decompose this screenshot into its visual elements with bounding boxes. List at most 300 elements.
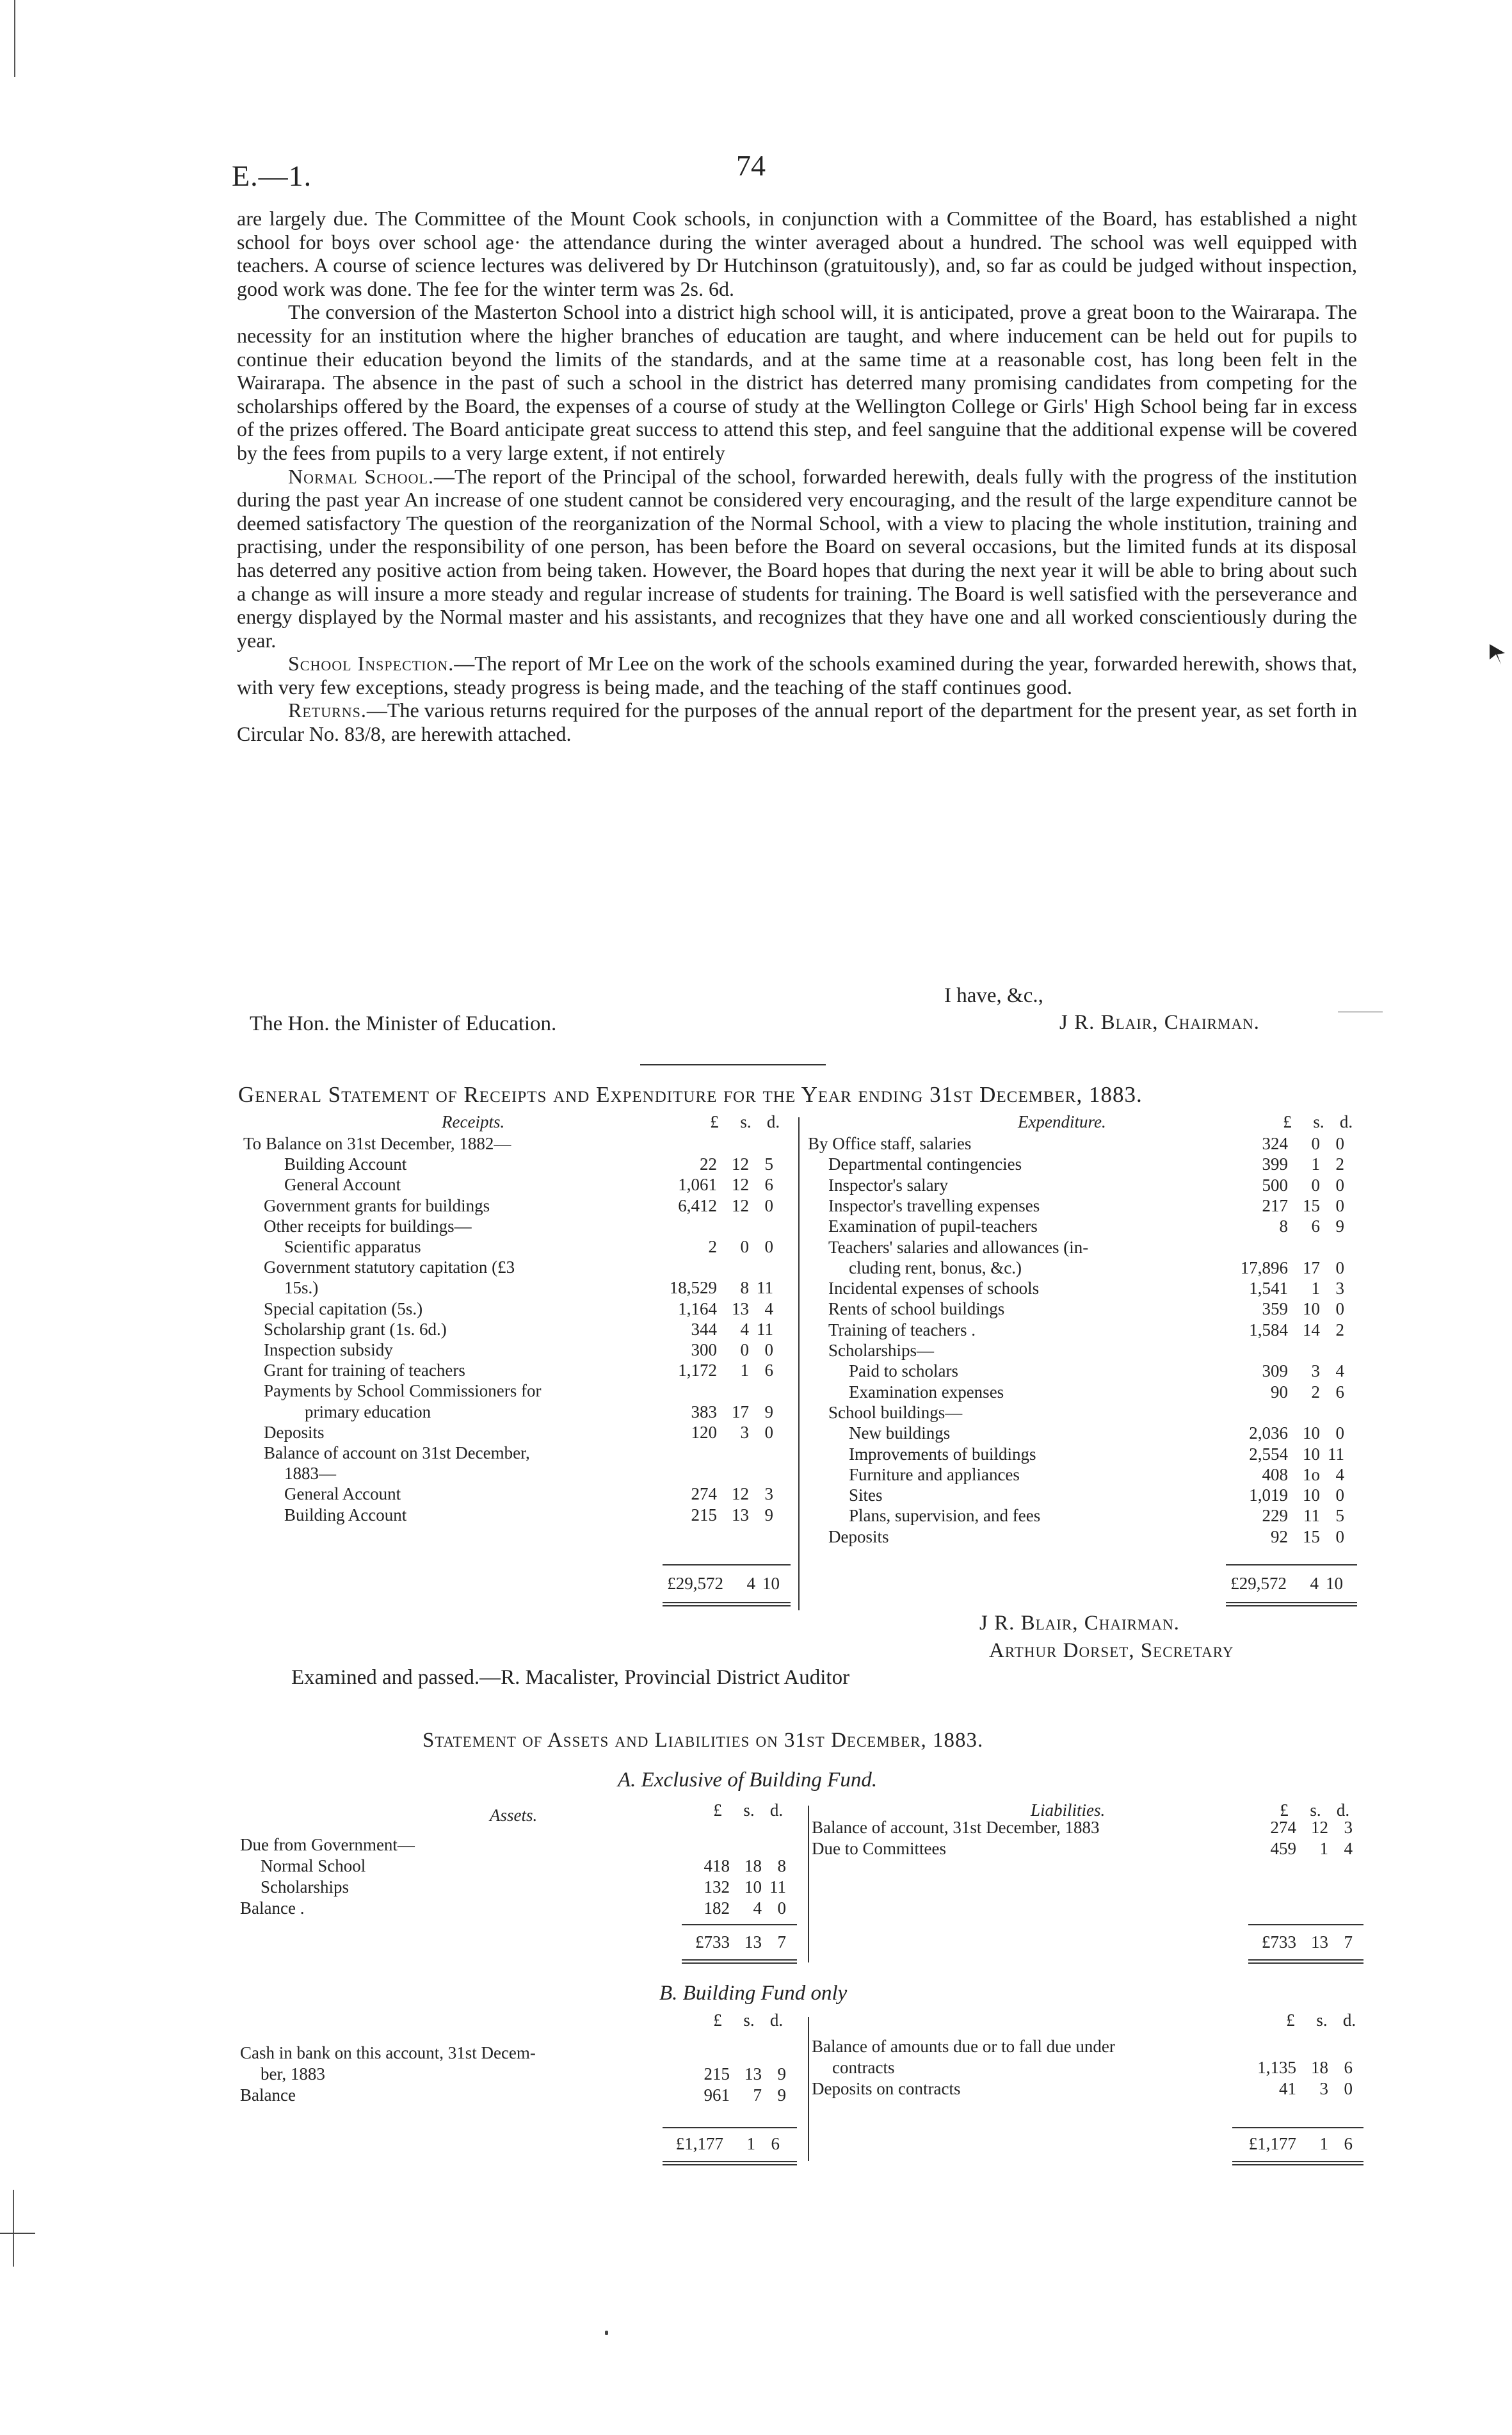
amount-l: 22 [700, 1154, 717, 1174]
currency-unit: £ [1280, 1800, 1289, 1820]
row-label: Grant for training of teachers [264, 1361, 465, 1380]
amount-l: 459 [1270, 1839, 1296, 1858]
amount-d: 0 [1335, 1195, 1344, 1215]
amount-s: 13 [732, 1298, 749, 1318]
amount-d: 6 [764, 1175, 773, 1195]
row-amount [1211, 1298, 1344, 1319]
amount-l: 229 [1262, 1506, 1288, 1526]
amount-s: 12 [1311, 1818, 1328, 1837]
amount-s: 13 [744, 2064, 762, 2083]
amount-s: 1 [1319, 1839, 1328, 1858]
row-label: To Balance on 31st December, 1882— [243, 1134, 511, 1153]
row-amount [640, 1277, 773, 1298]
row-amount [640, 1298, 773, 1319]
assets-heading: Assets. [490, 1806, 538, 1825]
total-s: 1 [746, 2134, 755, 2153]
ledger-row [243, 1339, 794, 1360]
ledger-row [243, 1236, 794, 1257]
amount-s: 12 [732, 1175, 749, 1195]
row-label: Due from Government— [240, 1835, 415, 1854]
amount-s: 15 [1303, 1195, 1320, 1215]
amount-l: 1,541 [1249, 1279, 1288, 1298]
currency-unit: s. [743, 2010, 755, 2030]
amount-d: 4 [1335, 1464, 1344, 1484]
ledger-row [808, 1237, 1371, 1258]
ledger-row [243, 1505, 794, 1525]
ledger-divider [798, 1117, 800, 1610]
amount-s: 17 [732, 1402, 749, 1421]
amount-l: 92 [1271, 1526, 1288, 1546]
amount-d: 0 [1344, 2079, 1353, 2098]
row-amount [1211, 1464, 1344, 1485]
currency-unit: s. [1310, 1800, 1321, 1820]
amount-d: 11 [757, 1278, 773, 1298]
amount-s: 10 [1303, 1299, 1320, 1319]
currency-unit: d. [769, 2010, 784, 2030]
paragraph-lead: School Inspection. [288, 652, 454, 675]
total-d: 6 [771, 2134, 780, 2153]
ledger-row [812, 2036, 1369, 2057]
row-label: Building Account [284, 1505, 407, 1525]
amount-d: 3 [1335, 1279, 1344, 1298]
row-label: primary education [305, 1402, 431, 1421]
amount-s: 3 [740, 1422, 749, 1442]
amount-d: 6 [764, 1361, 773, 1380]
amount-s: 0 [740, 1340, 749, 1359]
section-a-assets-double-rule [682, 1959, 797, 1964]
paragraph-text: —The report of the Principal of the school, forwarded herewith, deals fully with the progress of the institution during the past year An increase of one student cannot be considered very encouraging, and the result of the large expenditure cannot be deemed satisfactory The question of the reorganization of the Normal School, with a view to placing the whole institution, training and practising, under the responsibility of one person, has been before the Board on several occasions, but the limited funds at its disposal has deterred any positive action from being taken. However, the Board hopes that during the next year it will be able to bring about such a change as will insure a more steady and regular increase of students for training. The Board is well satisfied with the perseverance and energy displayed by the Normal master and his assistants, and recognizes that they have one and all worked conscientiously during the year. [237, 464, 1357, 652]
amount-d: 0 [1335, 1485, 1344, 1505]
amount-l: 6,412 [678, 1195, 717, 1215]
ledger-row [240, 1898, 797, 1918]
currency-unit: s. [1316, 2010, 1328, 2030]
row-amount [640, 1154, 773, 1174]
ledger-row [808, 1340, 1371, 1361]
paragraph-lead: Returns. [288, 699, 367, 722]
amount-d: 0 [1335, 1258, 1344, 1277]
scan-edge-mark [14, 0, 15, 77]
body-text [237, 207, 1357, 746]
scan-tick-mark [0, 2233, 35, 2234]
general-statement-title: General Statement of Receipts and Expenditure for the Year ending 31st December, 1883. [238, 1082, 1143, 1107]
row-label: Balance of amounts due or to fall due under [812, 2037, 1115, 2056]
section-a-divider [808, 1806, 809, 1962]
amount-s: 1o [1303, 1464, 1320, 1484]
amount-d: 0 [1335, 1526, 1344, 1546]
amount-l: 2,554 [1249, 1444, 1288, 1464]
section-b-assets-double-rule [663, 2161, 797, 2165]
row-amount [640, 1505, 773, 1525]
total-d: 10 [762, 1574, 780, 1593]
ledger-row [243, 1443, 794, 1463]
total-d: 6 [1344, 2134, 1353, 2153]
row-label: General Account [284, 1484, 401, 1504]
total-d: 7 [777, 1932, 786, 1952]
total-s: 4 [1310, 1574, 1319, 1593]
row-label: Sites [849, 1485, 883, 1505]
currency-unit: s. [1313, 1112, 1324, 1131]
amount-l: 8 [1279, 1217, 1288, 1236]
ledger-row [808, 1444, 1371, 1464]
ledger-row [808, 1320, 1371, 1340]
amount-l: 132 [704, 1877, 730, 1897]
row-amount [1211, 1423, 1344, 1443]
row-amount [1211, 1382, 1344, 1402]
ledger-row [808, 1216, 1371, 1236]
row-label: School buildings— [828, 1402, 963, 1422]
ledger-row [812, 1838, 1369, 1859]
currency-unit: £ [1283, 1112, 1292, 1131]
ledger-row [243, 1257, 794, 1277]
ledger-row [240, 2043, 797, 2063]
amount-d: 4 [1335, 1361, 1344, 1381]
ledger-row [808, 1175, 1371, 1195]
row-label: New buildings [849, 1423, 951, 1443]
amount-s: 0 [1311, 1134, 1320, 1153]
section-a-liabilities [812, 1817, 1369, 1868]
row-amount [1211, 1175, 1344, 1195]
amount-d: 0 [1335, 1134, 1344, 1153]
amount-s: 10 [1303, 1423, 1320, 1443]
amount-d: 3 [1344, 1818, 1353, 1837]
amount-d: 9 [777, 2085, 786, 2105]
section-b-liabilities-total-rule [1232, 2127, 1363, 2128]
row-amount [1211, 1258, 1344, 1278]
section-a-assets-total [653, 1932, 786, 1952]
row-amount [1211, 1195, 1344, 1216]
row-label: Examination of pupil-teachers [828, 1217, 1038, 1236]
total-s: 1 [1319, 2134, 1328, 2153]
amount-s: 11 [1303, 1506, 1320, 1526]
currency-unit: £ [713, 1800, 722, 1820]
row-label: Balance [240, 2085, 296, 2105]
total-l: £29,572 [667, 1574, 723, 1593]
row-label: Cash in bank on this account, 31st Decem- [240, 2043, 536, 2062]
auditor-note: Examined and passed.—R. Macalister, Provincial District Auditor [291, 1666, 850, 1689]
amount-l: 309 [1262, 1361, 1288, 1381]
row-label: Other receipts for buildings— [264, 1216, 472, 1236]
amount-l: 1,172 [678, 1361, 717, 1380]
paragraph-text: —The various returns required for the purposes of the annual report of the department for the present year, as set forth in Circular No. 83/8, are herewith attached. [237, 699, 1357, 746]
total-l: £1,177 [675, 2134, 723, 2153]
ledger-row [808, 1278, 1371, 1298]
amount-s: 14 [1303, 1320, 1320, 1339]
amount-s: 18 [1311, 2058, 1328, 2077]
amount-d: 4 [1344, 1839, 1353, 1858]
ledger-row [243, 1380, 794, 1401]
amount-l: 2 [708, 1237, 717, 1256]
row-label: Examination expenses [849, 1382, 1004, 1402]
row-label: Due to Committees [812, 1839, 946, 1858]
ledger-row [240, 2064, 797, 2084]
amount-s: 4 [753, 1898, 762, 1918]
body-paragraph [237, 699, 1357, 745]
amount-d: 8 [777, 1856, 786, 1875]
ledger-row [808, 1195, 1371, 1216]
row-amount [1211, 1133, 1344, 1154]
amount-d: 0 [1335, 1423, 1344, 1443]
row-amount [640, 1236, 773, 1257]
row-amount [1219, 2078, 1353, 2099]
currency-unit: £ [710, 1112, 719, 1131]
amount-s: 10 [1303, 1485, 1320, 1505]
amount-d: 0 [777, 1898, 786, 1918]
currency-unit: d. [1342, 2010, 1356, 2030]
total-s: 13 [1311, 1932, 1328, 1952]
total-d: 7 [1344, 1932, 1353, 1952]
amount-s: 12 [732, 1195, 749, 1215]
amount-d: 2 [1335, 1320, 1344, 1339]
expenditure-total-rule [1226, 1564, 1357, 1565]
amount-d: 0 [764, 1237, 773, 1256]
row-label: Incidental expenses of schools [828, 1279, 1040, 1298]
row-amount [1219, 2057, 1353, 2078]
row-amount [640, 1195, 773, 1216]
row-label: Balance . [240, 1898, 305, 1918]
amount-l: 500 [1262, 1175, 1288, 1195]
amount-d: 0 [1335, 1299, 1344, 1319]
body-paragraph [237, 652, 1357, 699]
ledger-row [243, 1422, 794, 1443]
row-label: Paid to scholars [849, 1361, 958, 1381]
scan-dot [605, 2331, 608, 2335]
receipts-ledger [243, 1133, 794, 1556]
section-b-assets-total [647, 2134, 780, 2154]
row-label: Scholarships— [828, 1341, 934, 1360]
addressee: The Hon. the Minister of Education. [250, 1012, 557, 1035]
section-b-title: B. Building Fund only [659, 1982, 848, 2005]
amount-l: 215 [691, 1505, 717, 1525]
amount-d: 5 [764, 1154, 773, 1174]
row-amount [1211, 1485, 1344, 1505]
row-label: Special capitation (5s.) [264, 1298, 423, 1318]
scan-edge-mark-bottom [13, 2190, 14, 2267]
expenditure-total-double-rule [1226, 1602, 1357, 1606]
body-paragraph [237, 207, 1357, 300]
amount-l: 344 [691, 1319, 717, 1339]
paragraph-text: are largely due. The Committee of the Mount Cook schools, in conjunction with a Committee of the Board, has established a night school for boys over school age· the attendance during the winter averaged about a hundred. The school was well equipped with teachers. A course of science lectures was delivered by Dr Hutchinson (gratuitously), and, so far as could be judged without inspection, good work was done. The fee for the winter term was 2s. 6d. [237, 207, 1357, 300]
amount-d: 11 [1328, 1444, 1344, 1464]
signatory: J R. Blair, Chairman. [1059, 1011, 1260, 1034]
expenditure-total [1210, 1574, 1343, 1594]
paragraph-text: The conversion of the Masterton School into a district high school will, it is anticipated, prove a great boon to the Wairarapa. The necessity for an institution where the higher branches of education are taught, and where inducement can be held out for pupils to continue their education beyond the limits of the standards, and at the same time at a reasonable cost, has long been felt in the Wairarapa. The absence in the past of such a school in the district has deterred many promising candidates from competing for the scholarships offered by the Board, the expenses of a course of study at the Wellington College or Girls' High School being far in excess of the prizes offered. The Board anticipate great success to attend this step, and feel sanguine that the additional expense will be covered by the fees from pupils to a very large extent, if not entirely [237, 300, 1357, 464]
chairman-signature: J R. Blair, Chairman. [979, 1612, 1180, 1635]
amount-l: 418 [704, 1856, 730, 1875]
ledger-row [808, 1361, 1371, 1381]
expenditure-currency-header [1271, 1112, 1359, 1132]
total-l: £1,177 [1248, 2134, 1296, 2153]
section-a-title: A. Exclusive of Building Fund. [618, 1768, 878, 1792]
receipts-currency-header [698, 1112, 786, 1132]
amount-d: 9 [777, 2064, 786, 2083]
row-label: Improvements of buildings [849, 1444, 1036, 1464]
row-label: Deposits [264, 1422, 325, 1442]
amount-s: 12 [732, 1484, 749, 1504]
closing: I have, &c., [944, 984, 1043, 1007]
section-a-liabilities-double-rule [1248, 1959, 1363, 1964]
amount-s: 12 [732, 1154, 749, 1174]
row-label: Normal School [261, 1856, 366, 1875]
amount-d: 11 [769, 1877, 786, 1897]
row-label: Inspection subsidy [264, 1340, 393, 1359]
amount-s: 2 [1311, 1382, 1320, 1402]
ledger-row [812, 1817, 1369, 1838]
amount-l: 274 [691, 1484, 717, 1504]
section-b-liabilities-currency-header [1274, 2010, 1362, 2030]
section-a-liabilities-total [1219, 1932, 1353, 1952]
row-label: General Account [284, 1175, 401, 1195]
amount-l: 408 [1262, 1464, 1288, 1484]
row-label: 1883— [284, 1464, 336, 1484]
amount-d: 6 [1335, 1382, 1344, 1402]
amount-l: 1,135 [1257, 2058, 1296, 2077]
row-amount [1211, 1216, 1344, 1236]
amount-d: 0 [1335, 1175, 1344, 1195]
amount-l: 324 [1262, 1134, 1288, 1153]
row-label: Balance of account, 31st December, 1883 [812, 1818, 1100, 1837]
row-label: Teachers' salaries and allowances (in- [828, 1237, 1089, 1257]
row-amount [1211, 1444, 1344, 1464]
total-l: £29,572 [1230, 1574, 1287, 1593]
section-a-assets-total-rule [682, 1924, 797, 1925]
row-amount [653, 1898, 786, 1918]
total-s: 13 [744, 1932, 762, 1952]
amount-s: 10 [744, 1877, 762, 1897]
row-amount [1211, 1361, 1344, 1381]
paragraph-text: —The report of Mr Lee on the work of the schools examined during the year, forwarded herewith, shows that, with very few exceptions, steady progress is being made, and the teaching of the staff continues good. [237, 652, 1357, 699]
amount-d: 3 [764, 1484, 773, 1504]
row-amount [1211, 1505, 1344, 1526]
ledger-row [243, 1319, 794, 1339]
ledger-row [243, 1360, 794, 1380]
ledger-row [808, 1464, 1371, 1485]
amount-d: 11 [757, 1319, 773, 1339]
row-label: Furniture and appliances [849, 1464, 1020, 1484]
secretary-signature: Arthur Dorset, Secretary [989, 1639, 1234, 1662]
row-label: Rents of school buildings [828, 1299, 1005, 1319]
row-amount [640, 1422, 773, 1443]
amount-s: 8 [740, 1278, 749, 1298]
row-amount [1219, 1817, 1353, 1838]
row-amount [640, 1319, 773, 1339]
section-b-assets-currency-header [701, 2010, 789, 2030]
row-amount [1211, 1320, 1344, 1340]
row-label: Departmental contingencies [828, 1154, 1022, 1174]
ledger-row [812, 2057, 1369, 2078]
ledger-row [243, 1154, 794, 1174]
ledger-row [808, 1133, 1371, 1154]
amount-d: 9 [1335, 1217, 1344, 1236]
row-label: Scientific apparatus [284, 1237, 421, 1256]
amount-l: 1,584 [1249, 1320, 1288, 1339]
amount-s: 3 [1311, 1361, 1320, 1381]
section-b-assets [240, 2043, 797, 2126]
amount-s: 1 [1311, 1279, 1320, 1298]
row-amount [1211, 1278, 1344, 1298]
row-label: Payments by School Commissioners for [264, 1381, 542, 1401]
amount-l: 41 [1279, 2079, 1296, 2098]
amount-s: 13 [732, 1505, 749, 1525]
row-amount [653, 2064, 786, 2084]
row-label: Government statutory capitation (£3 [264, 1258, 515, 1277]
amount-s: 10 [1303, 1444, 1320, 1464]
amount-s: 3 [1319, 2079, 1328, 2098]
row-label: Building Account [284, 1154, 407, 1174]
currency-unit: s. [740, 1112, 752, 1131]
document-reference: E.—1. [232, 159, 312, 192]
row-amount [1211, 1526, 1344, 1547]
amount-d: 9 [764, 1402, 773, 1421]
row-label: Inspector's travelling expenses [828, 1195, 1040, 1215]
liabilities-heading: Liabilities. [1031, 1800, 1106, 1820]
amount-d: 5 [1335, 1506, 1344, 1526]
amount-l: 383 [691, 1402, 717, 1421]
amount-d: 0 [764, 1422, 773, 1442]
section-b-liabilities-total [1219, 2134, 1353, 2154]
ledger-row [808, 1382, 1371, 1402]
section-b-liabilities [812, 2036, 1369, 2119]
row-amount [1211, 1154, 1344, 1174]
amount-d: 0 [764, 1340, 773, 1359]
row-label: Plans, supervision, and fees [849, 1506, 1041, 1526]
ledger-row [808, 1423, 1371, 1443]
receipts-total-double-rule [663, 1602, 791, 1606]
ledger-row [808, 1402, 1371, 1423]
row-amount [640, 1360, 773, 1380]
amount-s: 0 [1311, 1175, 1320, 1195]
amount-l: 399 [1262, 1154, 1288, 1174]
row-label: contracts [832, 2058, 895, 2077]
amount-l: 274 [1270, 1818, 1296, 1837]
amount-s: 18 [744, 1856, 762, 1875]
receipts-heading: Receipts. [442, 1112, 505, 1131]
row-label: 15s.) [284, 1278, 319, 1298]
row-label: Scholarships [261, 1877, 349, 1897]
ledger-row [243, 1277, 794, 1298]
total-d: 10 [1326, 1574, 1343, 1593]
ledger-row [243, 1216, 794, 1236]
assets-statement-title: Statement of Assets and Liabilities on 31st December, 1883. [422, 1729, 984, 1752]
ledger-row [243, 1133, 794, 1154]
ledger-row [808, 1485, 1371, 1505]
amount-s: 4 [740, 1319, 749, 1339]
currency-unit: £ [1286, 2010, 1295, 2030]
ledger-row [243, 1195, 794, 1216]
amount-s: 0 [740, 1237, 749, 1256]
amount-s: 7 [753, 2085, 762, 2105]
amount-l: 1,061 [678, 1175, 717, 1195]
row-label: Balance of account on 31st December, [264, 1443, 530, 1462]
row-amount [640, 1484, 773, 1504]
ledger-row [808, 1526, 1371, 1547]
paragraph-lead: Normal School. [288, 464, 434, 488]
row-amount [640, 1174, 773, 1195]
ledger-row [808, 1154, 1371, 1174]
page-number: 74 [736, 149, 766, 182]
section-a-liabilities-total-rule [1248, 1924, 1363, 1925]
row-amount [653, 1877, 786, 1897]
signoff [237, 983, 1357, 1060]
row-label: ber, 1883 [261, 2064, 325, 2083]
ledger-row [240, 2085, 797, 2105]
expenditure-heading: Expenditure. [1018, 1112, 1106, 1131]
ledger-row [240, 1834, 797, 1855]
amount-l: 217 [1262, 1195, 1288, 1215]
body-paragraph [237, 300, 1357, 464]
amount-s: 1 [1311, 1154, 1320, 1174]
amount-l: 120 [691, 1422, 717, 1442]
amount-l: 2,036 [1249, 1423, 1288, 1443]
